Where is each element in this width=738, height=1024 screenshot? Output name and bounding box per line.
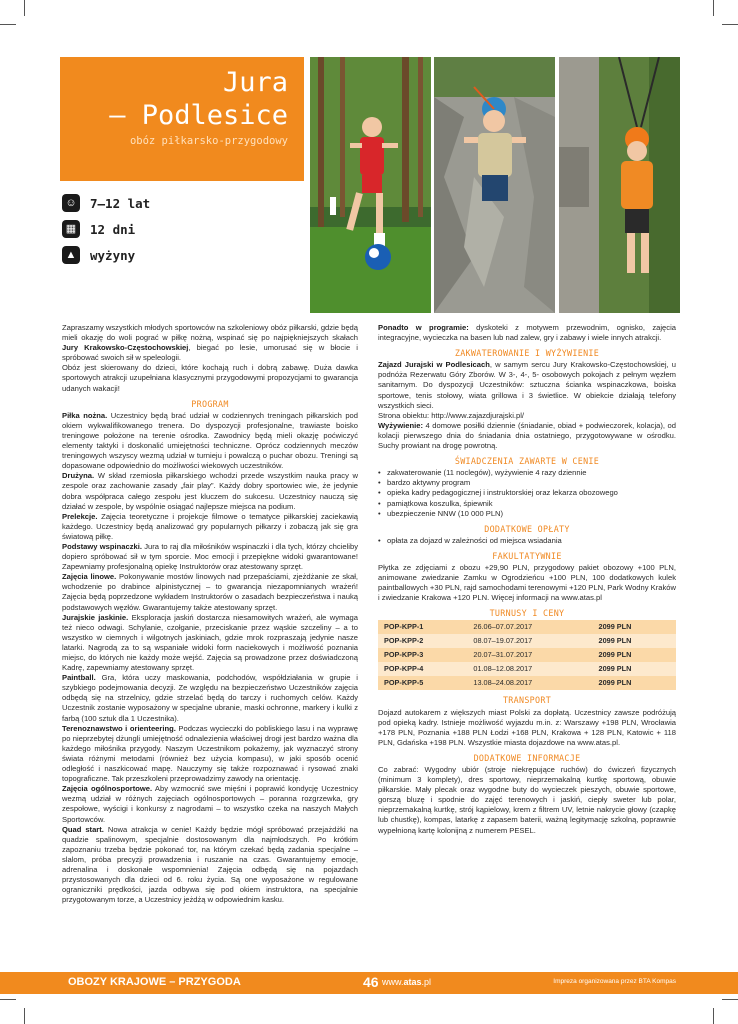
fact-age	[62, 190, 150, 216]
page-title-line1: Jura	[222, 67, 288, 98]
url-brand: atas	[403, 977, 422, 987]
intro-text-1: Zapraszamy wszystkich młodych sportowców na szkoleniowy obóz piłkarski, gdzie będą mieli okazję do woli pograć w piłkę nożną, wspinać się po najpiękniejszych skałach	[62, 323, 358, 343]
program-item	[62, 613, 358, 674]
turnus-dates: 13.08–24.08.2017	[467, 676, 592, 690]
program-item	[62, 572, 358, 612]
optional-heading: FAKULTATYWNIE	[492, 550, 562, 561]
fact-terrain	[62, 242, 150, 268]
hero-banner	[60, 57, 304, 181]
food-paragraph	[378, 421, 676, 451]
included-heading: ŚWIADCZENIA ZAWARTE W CENIE	[454, 456, 600, 467]
program-heading: PROGRAM	[191, 398, 229, 409]
table-row	[378, 676, 676, 690]
accommodation-paragraph	[378, 360, 676, 410]
program-item	[62, 825, 358, 906]
list-item: • pamiątkowa koszulka, śpiewnik	[378, 499, 676, 509]
turnus-price: 2099 PLN	[593, 634, 676, 648]
footer-bar	[0, 972, 738, 994]
boy-on-zipline-photo	[559, 57, 680, 313]
program-item-term: Prelekcje.	[62, 511, 98, 521]
turnus-code: POP-KPP-3	[378, 648, 467, 662]
transport-heading: TRANSPORT	[502, 695, 552, 706]
accommodation-bold: Zajazd Jurajski w Podlesicach	[378, 360, 490, 370]
extra-term: Ponadto w programie:	[378, 323, 469, 332]
program-item	[62, 471, 358, 511]
fact-duration	[62, 216, 150, 242]
turnus-dates: 08.07–19.07.2017	[467, 634, 592, 648]
list-item: • bardzo aktywny program	[378, 478, 676, 488]
turnus-dates: 01.08–12.08.2017	[467, 662, 592, 676]
program-item-term: Terenoznawstwo i orienteering.	[62, 723, 176, 733]
left-column	[62, 323, 358, 905]
crop-mark	[722, 24, 738, 25]
fees-list	[378, 536, 676, 546]
program-item-text: Pokonywanie mostów linowych nad przepaściami, zjeżdżanie ze skał, wchodzenie po drabince alpinistycznej – to gwarancja niezapomnianych wrażeń! Zajęcia będą poprzedzone wykładem Instruktorów o zasadach bezpieczeństwa i nauką podstawowych węzłów. Gwarantujemy także atestowany sprzęt.	[62, 572, 358, 612]
turnus-price: 2099 PLN	[593, 662, 676, 676]
fees-heading: DODATKOWE OPŁATY	[484, 523, 570, 534]
program-item-term: Zajęcia ogólnosportowe.	[62, 784, 153, 794]
info-heading: DODATKOWE INFORMACJE	[473, 752, 581, 763]
turnus-dates: 20.07–31.07.2017	[467, 648, 592, 662]
turnus-price: 2099 PLN	[593, 676, 676, 690]
crop-mark	[24, 1008, 25, 1024]
right-column	[378, 323, 676, 836]
program-item-text: Podczas wycieczki do pobliskiego lasu i na wyprawę po nieprzebytej dżungli umiejętność odnalezienia właściwej drogi jest bardzo ważna dla każdego miłośnika przygody. Naszym Uczestnikom pokażemy, jak wyznaczyć strony świata różnymi metodami (również bez użycia kompasu), w jaki sposób ocenić odległość i naszkicować mapę. Nauczymy się także rozpoznawać i rysować znaki topograficzne. Tak przeszkoleni przeprowadzimy zawody na orientację.	[62, 723, 358, 784]
program-item-term: Jurajskie jaskinie.	[62, 612, 129, 622]
turnus-price: 2099 PLN	[593, 620, 676, 634]
program-item-term: Paintball.	[62, 673, 96, 683]
fact-age-text: 7–12 lat	[90, 195, 151, 211]
program-item-text: Gra, która uczy maskowania, podchodów, współdziałania w grupie i szybkiego podejmowania decyzji. Ze względu na bezpieczeństwo Uczestników zajęcia odbędą się na strzelnicy, gdzie strzelać będą do tarczy i ruchomych celów. Każdy Uczestnik zostanie wyposażony w specjalne ubranie, maski ochronne, markery i kulki z farbą (100 sztuk dla 1 Uczestnika).	[62, 673, 358, 723]
footer-url-link[interactable]	[382, 977, 431, 987]
program-item	[62, 512, 358, 542]
boy-climbing-rock-photo	[434, 57, 555, 313]
table-row	[378, 648, 676, 662]
program-item-term: Zajęcia linowe.	[62, 572, 117, 582]
food-term: Wyżywienie:	[378, 420, 424, 430]
included-list	[378, 468, 676, 518]
intro-bold: Jury Krakowsko-Częstochowskiej	[62, 343, 189, 353]
transport-paragraph: Dojazd autokarem z większych miast Polski za dopłatą. Uczestnicy zawsze podróżują pod opieką kadry. Istnieje możliwość wyjazdu m.in. z: Warszawy +198 PLN, Wrocławia +178 PLN, Poznania +188 PLN Łodzi +168 PLN, Krakowa + 128 PLN, Katowic + 118 PLN, Gdańska +198 PLN. Wszystkie miasta dojazdowe na www.atas.pl.	[378, 707, 676, 747]
program-item	[62, 724, 358, 785]
face-icon: ☺	[62, 194, 80, 212]
crop-mark	[24, 0, 25, 16]
program-item-text: Uczestnicy będą brać udział w codziennych treningach piłkarskich pod okiem wykwalifikowanego trenera. Do dyspozycji profesjonalne, trawiaste boisko treningowe położone na terenie ośrodka. Zawodnicy będą mieli okazję poćwiczyć elementy taktyki i doskonalić umiejętności techniczne. Oprócz codziennych meczów treningowych wszyscy wezmą udział w turnieju i powalczą o puchar obozu. Treningi są dopasowane odpowiednio do możliwości wiekowych uczestników.	[62, 410, 358, 471]
crop-mark	[713, 0, 714, 16]
program-item	[62, 673, 358, 723]
footer-organizer: Impreza organizowana przez BTA Kompas	[553, 978, 676, 985]
page-title-line2: – Podlesice	[109, 100, 288, 131]
turnus-price: 2099 PLN	[593, 648, 676, 662]
page-number: 46	[363, 974, 379, 990]
calendar-icon: ▦	[62, 220, 80, 238]
crop-mark	[713, 1008, 714, 1024]
table-row	[378, 662, 676, 676]
url-suffix: .pl	[421, 977, 432, 987]
program-item-text: Eksploracja jaskiń dostarcza niesamowitych wrażeń, ale wymaga też nieco odwagi. Schylanie, czołganie, przeciskanie przez wąskie szczeliny – a to wszystko w ciemnych i wilgotnych jaskiniach, gdzie mrok rozpraszają jedynie nasze latarki. Nagrodą za to są wspaniałe widoki form naciekowych i możliwość poznania miejsc, do których nie każdy może wejść. Zajęcia są prowadzone przez doświadczoną Kadrę, zapewniamy atestowany sprzęt.	[62, 612, 358, 673]
turnus-code: POP-KPP-2	[378, 634, 467, 648]
turnus-dates: 26.06–07.07.2017	[467, 620, 592, 634]
program-item	[62, 784, 358, 824]
program-item-text: Jura to raj dla miłośników wspinaczki i dla tych, którzy chcieliby dopiero spróbować sił w tym sporcie. Moc emocji i przepiękne widoki gwarantowane! Zapewniamy profesjonalną opiekę Instruktorów oraz atestowany sprzęt.	[62, 541, 358, 572]
list-item: • zakwaterowanie (11 noclegów), wyżywienie 4 razy dziennie	[378, 468, 676, 478]
turnus-code: POP-KPP-1	[378, 620, 467, 634]
extra-program	[378, 323, 676, 343]
crop-mark	[0, 24, 16, 25]
intro-paragraph-2: Obóz jest skierowany do dzieci, które kochają ruch i dobrą zabawę. Duża dawka sportowych atrakcji uzupełniana klasycznymi przygodowymi propozycjami to gwarancja udanych wakacji!	[62, 363, 358, 393]
table-row	[378, 634, 676, 648]
program-item-term: Podstawy wspinaczki.	[62, 541, 142, 551]
turnus-code: POP-KPP-4	[378, 662, 467, 676]
program-item-text: Nowa atrakcja w cenie! Każdy będzie mógł spróbować przejażdżki na quadzie spalinowym, specjalnie dostosowanym dla najmłodszych. Po krótkim zapoznaniu trzeba będzie pokonać tor, na którym czekać będą zadania specjalne – slalom, próba precyzji prowadzenia i ruszanie na czas. Gwarantujemy emocje, adrenalina i doskonałe wspomnienia! Zajęcia odbędą się na pojazdach przystosowanych dla dzieci od 6. roku życia. Są one wyposażone w regulowane ograniczniki prędkości, jazda odbywa się pod okiem instruktora, na specjalnie przygotowanym torze, a Uczestnicy jeżdżą w odpowiednim kasku.	[62, 824, 358, 905]
list-item: • opłata za dojazd w zależności od miejsca wsiadania	[378, 536, 676, 546]
program-item	[62, 411, 358, 472]
table-row	[378, 620, 676, 634]
program-item-term: Piłka nożna.	[62, 410, 108, 420]
turnusy-heading: TURNUSY I CENY	[489, 608, 565, 619]
fact-duration-text: 12 dni	[90, 221, 136, 237]
list-item: • ubezpieczenie NNW (10 000 PLN)	[378, 509, 676, 519]
program-item-text: Aby wzmocnić swe mięśni i poprawić kondycję Uczestnicy wezmą udział w różnych zajęciach ogólnosportowych – poranna rozgrzewka, gry zespołowe, wyścigi i konkursy z nagrodami – to wszystko czeka na naszych Małych Sportowców.	[62, 784, 358, 824]
footer-section-label: OBOZY KRAJOWE – PRZYGODA	[68, 976, 241, 988]
program-item-term: Quad start.	[62, 824, 104, 834]
list-item: • opieka kadry pedagogicznej i instruktorskiej oraz lekarza obozowego	[378, 488, 676, 498]
food-text: 4 domowe posiłki dziennie (śniadanie, obiad + podwieczorek, kolacja), od kolacji pierwszego dnia do śniadania dnia ostatniego, przygotowywane w ośrodku. Suchy prowiant na drogę powrotną.	[378, 420, 676, 451]
page-subtitle: obóz piłkarsko-przygodowy	[129, 135, 288, 147]
crop-mark	[0, 999, 16, 1000]
fact-terrain-text: wyżyny	[90, 247, 136, 263]
boy-playing-football-photo	[310, 57, 431, 313]
intro-text-2: , biegać po lesie, umorusać się w błocie i spróbować swoich sił w speleologii.	[62, 343, 358, 363]
turnusy-table	[378, 620, 676, 690]
program-item	[62, 542, 358, 572]
facts-list	[62, 190, 150, 268]
mountain-icon: ▲	[62, 246, 80, 264]
optional-paragraph: Płytka ze zdjęciami z obozu +29,90 PLN, przygodowy pakiet obozowy +100 PLN, animowane zwiedzanie Zamku w Ogrodzieńcu +100 PLN, 100 dodatkowych kulek paintballowych +30 PLN, rajd samochodami terenowymi +120 PLN, Park Wodny Kraków i zwiedzanie Krakowa +120 PLN. Więcej informacji na www.atas.pl	[378, 562, 676, 603]
accommodation-text: , w samym sercu Jury Krakowsko-Częstochowskiej, u podnóża Rezerwatu Góry Zborów. W 3-, 4-, 5- osobowych pokojach z pełnym węzłem sanitarnym. Do dyspozycji Uczestników: sztuczna ścianka wspinaczkowa, boiska sportowe, tenis stołowy, wiata grillowa i 3 świetlice. W obiekcie działają telefony wszystkich sieci.	[378, 360, 676, 410]
accommodation-site: Strona obiektu: http://www.zajazdjurajski.pl/	[378, 410, 525, 420]
program-item-text: Zajęcia teoretyczne i projekcje filmowe o tematyce piłkarskiej zaciekawią każdego. Uczestnicy będą analizować gry popularnych piłkarzy i zobaczą jak się gra światową piłkę.	[62, 511, 358, 541]
info-paragraph: Co zabrać: Wygodny ubiór (stroje niekrępujące ruchów) do ćwiczeń fizycznych (minimum 3 komplety), dres sportowy, nieprzemakalną kurtkę sportową, obuwie piłkarskie. Mały plecak oraz wygodne buty do wycieczek pieszych, obuwie sportowe, gorszą bluzę i spodnie do zajęć terenowych i jaskiń, ciepły sweter lub polar, nieprzemakalną kurtkę, strój kąpielowy, krem z filtrem UV, letnie nakrycie głowy (czapkę lub chustkę), kompas, latarkę z zapasem baterii, ważną legitymację szkolną, poprawnie wypełnioną kartę kolonijną z numerem PESEL.	[378, 765, 676, 835]
program-list	[62, 411, 358, 906]
program-item-text: W skład rzemiosła piłkarskiego wchodzi przede wszystkim nauka pracy w zespole oraz zachowanie zasady „fair play”. Każdy dobry sportowiec wie, że jedynie dobra współpraca całego zespołu jest kluczem do sukcesu. Uczestnicy nauczą się działać w zespole, by wspólnie osiągać najlepsze miejsca na podium.	[62, 471, 358, 511]
intro-paragraph	[62, 323, 358, 363]
extra-text: dyskoteki z motywem przewodnim, ognisko, zajęcia integracyjne, wycieczka na basen lub nad zalew, gry i zabawy i wiele innych atrakcji.	[378, 323, 676, 343]
url-prefix: www.	[382, 977, 404, 987]
turnus-code: POP-KPP-5	[378, 676, 467, 690]
program-item-term: Drużyna.	[62, 471, 95, 481]
crop-mark	[722, 999, 738, 1000]
accommodation-heading: ZAKWATEROWANIE I WYŻYWIENIE	[454, 348, 600, 359]
